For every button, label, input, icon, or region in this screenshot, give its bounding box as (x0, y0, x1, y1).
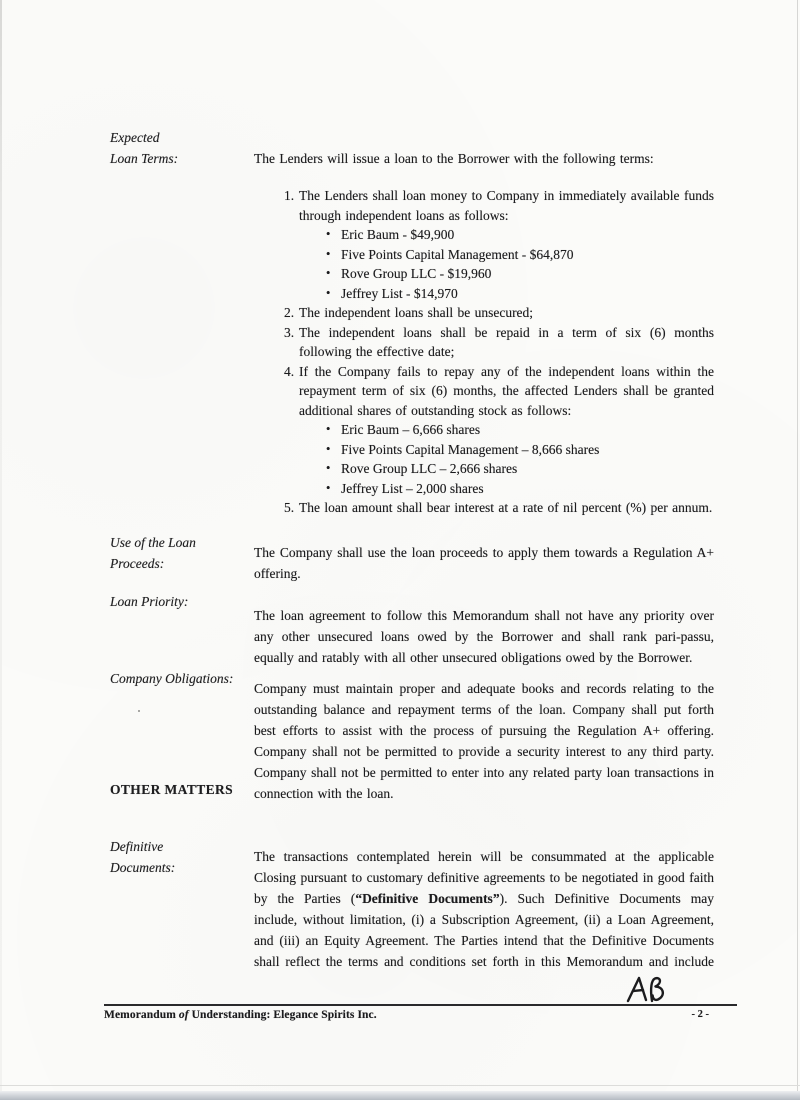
handwritten-initials (624, 974, 672, 1006)
bullet-icon: • (326, 266, 331, 280)
list-item-number: 4. (284, 363, 295, 379)
bullet-item (254, 245, 714, 265)
label-expected-loan-terms (110, 127, 254, 518)
bullet-item (254, 440, 714, 460)
list-item (254, 323, 714, 362)
list-item-number: 2. (284, 305, 295, 320)
list-item-number: 5. (284, 500, 295, 515)
loan-priority-body (254, 591, 714, 668)
list-item-text: The Lenders shall loan money to Company in immediately available funds through independent loans as follows: (299, 188, 714, 223)
defined-term: “Definitive Documents” (355, 890, 500, 906)
label-line: Loan Terms: (110, 151, 179, 166)
label-line: Expected (110, 130, 160, 145)
list-item-text: The independent loans shall be repaid in a term of six (6) months following the effective date; (299, 324, 714, 359)
loan-priority-paragraph: The loan agreement to follow this Memorandum shall not have any priority over any other unsecured loans owed by the Borrower and shall rank pari-passu, equally and ratably with all other unsecured obligations owed by the Borrower. (254, 607, 714, 665)
bullet-icon: • (326, 246, 331, 261)
bullet-item (254, 420, 714, 440)
label-loan-priority (110, 591, 254, 668)
bullet-item (254, 459, 714, 479)
bullet-item (254, 284, 714, 304)
list-item (254, 186, 714, 225)
list-item-number: 1. (284, 188, 295, 203)
bullet-text: Rove Group LLC – 2,666 shares (341, 461, 518, 476)
label-line: Documents: (110, 859, 176, 875)
label-line: Company Obligations: (110, 670, 234, 686)
bullet-icon: • (326, 285, 331, 300)
label-company-obligations (110, 668, 254, 804)
document-footer (104, 1004, 737, 1021)
paragraph-part: ). Such Definitive Documents may include, without limitation, (i) a Subscription Agreement, (ii) a Loan Agreement, and (iii) an Equity Agreement. The Parties intend that the Definitive Documents shall reflect the terms and conditions set forth in this Memorandum and include (254, 890, 715, 969)
bullet-icon: • (326, 227, 331, 241)
footer-title-part: Understanding: Elegance Spirits Inc. (188, 1009, 377, 1021)
section-use-of-proceeds (110, 532, 714, 584)
use-of-proceeds-body (254, 532, 714, 584)
footer-title-part: of (178, 1009, 189, 1021)
other-matters-heading: OTHER MATTERS (110, 781, 234, 797)
scan-edge-line (0, 1085, 800, 1086)
bullet-icon: • (326, 480, 331, 495)
list-item-text: If the Company fails to repay any of the independent loans within the repayment term of six (6) months, the affected Lenders shall be granted additional shares of outstanding stock as follows: (299, 363, 714, 418)
label-line: Use of the Loan (110, 534, 196, 550)
loan-terms-numbered-list (254, 186, 714, 518)
bullet-item (254, 479, 714, 499)
label-line: Definitive (110, 838, 164, 854)
bullet-text: Five Points Capital Management – 8,666 shares (341, 441, 600, 457)
list-item (254, 498, 714, 518)
list-item (254, 362, 714, 421)
list-item-text: The independent loans shall be unsecured; (299, 305, 534, 320)
bullet-item (254, 264, 714, 284)
bullet-text: Eric Baum – 6,666 shares (341, 422, 481, 437)
company-obligations-paragraph: Company must maintain proper and adequate books and records relating to the outstanding balance and repayment terms of the loan. Company shall put forth best efforts to assist with the process of pursuing the Regulation A+ offering. Company shall not be permitted to provide a security interest to any third party. Company shall not be permitted to enter into any related party loan transactions in connection with the loan. (254, 680, 714, 801)
bullet-item (254, 225, 714, 245)
label-definitive-documents (110, 836, 254, 972)
label-line: Proceeds: (110, 555, 165, 571)
bullet-text: Eric Baum - $49,900 (341, 227, 455, 242)
loan-terms-body (254, 127, 714, 518)
bullet-icon: • (326, 441, 331, 456)
bullet-icon: • (326, 422, 331, 436)
label-line: Loan Priority: (110, 593, 189, 609)
page-number: - 2 - (691, 1009, 709, 1020)
document-content (110, 127, 714, 972)
bullet-text: Jeffrey List - $14,970 (341, 285, 458, 301)
list-item (254, 303, 714, 323)
list-item-text: The loan amount shall bear interest at a rate of nil percent (%) per annum. (299, 500, 713, 515)
section-loan-priority (110, 591, 714, 668)
scan-edge-right (797, 0, 798, 1100)
loan-terms-intro: The Lenders will issue a loan to the Borrower with the following terms: (254, 151, 654, 166)
bullet-text: Jeffrey List – 2,000 shares (341, 480, 484, 496)
bullet-text: Five Points Capital Management - $64,870 (341, 246, 574, 262)
scan-edge-left (0, 0, 2, 1100)
company-obligations-body (254, 668, 714, 804)
footer-row (104, 1009, 737, 1021)
label-use-of-proceeds (110, 532, 254, 584)
footer-title-part: Memorandum (104, 1009, 179, 1021)
section-company-obligations (110, 668, 714, 804)
scan-speck (138, 710, 140, 712)
bullet-icon: • (326, 461, 331, 475)
section-expected-loan-terms (110, 127, 714, 518)
footer-title (104, 1009, 377, 1021)
definitive-documents-paragraph (254, 846, 714, 972)
section-definitive-documents (110, 836, 714, 972)
definitive-documents-body (254, 836, 714, 972)
use-of-proceeds-paragraph: The Company shall use the loan proceeds to apply them towards a Regulation A+ offering. (254, 544, 714, 581)
scan-edge-bottom (0, 1091, 800, 1100)
list-item-number: 3. (284, 324, 295, 340)
paragraph-part: The transactions contemplated herein will be consummated at the applicable Closing pursuant to customary definitive agreements to be negotiated in good faith by the Parties ( (254, 848, 714, 906)
bullet-text: Rove Group LLC - $19,960 (341, 266, 492, 281)
